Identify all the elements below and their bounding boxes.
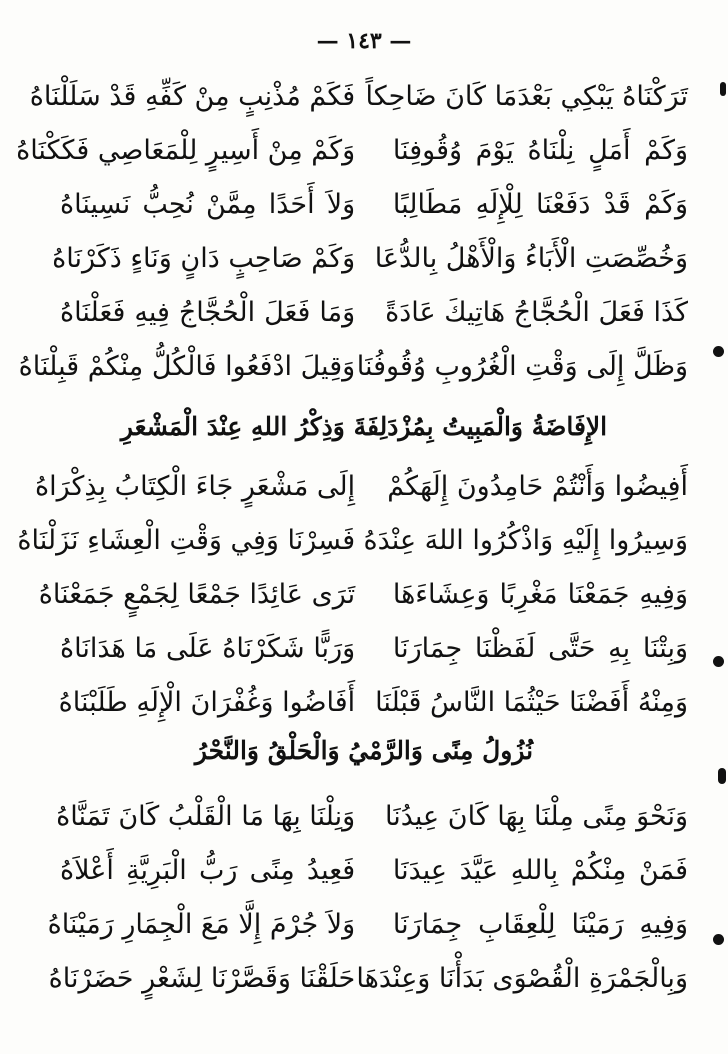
hemistich-first: وَظَلَّ إِلَى وَقْتِ الْغُرُوبِ وُقُوفُنَا [356,351,688,382]
poem-section-2 [17,460,688,730]
margin-mark [713,934,724,945]
margin-mark [713,656,724,667]
hemistich-first: وَسِيرُوا إِلَيْهِ وَاذْكُرُوا اللهَ عِنْدَهُ [363,525,688,556]
hemistich-first: وَفِيهِ رَمَيْنَا لِلْعِقَابِ جِمَارَنَا [392,909,688,940]
hemistich-first: وَفِيهِ جَمَعْنَا مَغْرِبًا وَعِشَاءَهَا [392,579,688,610]
hemistich-first: وَكَمْ أَمَلٍ نِلْنَاهُ يَوْمَ وُقُوفِنَا [392,135,688,166]
hemistich-second: وَمَا فَعَلَ الْحُجَّاجُ فِيهِ فَعَلْنَاهُ [60,297,356,328]
verse [60,286,688,340]
verse [17,514,688,568]
hemistich-second: فَكَمْ مُذْنِبٍ مِنْ كَفِّهِ قَدْ سَلَلْنَاهُ [29,81,356,112]
margin-mark [713,346,724,357]
hemistich-second: أَفَاضُوا وَغُفْرَانَ الْإِلَهِ طَلَبْنَاهُ [58,687,356,718]
hemistich-second: إِلَى مَشْعَرٍ جَاءَ الْكِتَابُ بِذِكْرَاهُ [34,471,356,502]
hemistich-first: وَكَمْ قَدْ دَفَعْنَا لِلْإِلَهِ مَطَالِبًا [392,189,688,220]
hemistich-second: وَرَبًّا شَكَرْنَاهُ عَلَى مَا هَدَانَاهُ [60,633,356,664]
verse [56,790,688,844]
hemistich-second: وَلاَ أَحَدًا مِمَّنْ نُحِبُّ نَسِينَاهُ [60,189,356,220]
section-title: نُزُولُ مِنًى وَالرَّمْيُ وَالْحَلْقُ وَالنَّحْرُ [194,736,534,765]
hemistich-first: تَرَكْنَاهُ يَبْكِي بَعْدَمَا كَانَ ضَاحِكاً [365,81,688,112]
verse [18,340,688,394]
poem-section-3 [47,790,688,1006]
hemistich-second: وَكَمْ مِنْ أَسِيرٍ لِلْمَعَاصِي فَكَكْنَاهُ [16,135,356,166]
hemistich-second: وَقِيلَ ادْفَعُوا فَالْكُلُّ مِنْكُمْ قَبِلْنَاهُ [18,351,356,382]
hemistich-second: وَنِلْنَا بِهَا مَا الْقَلْبُ كَانَ تَمَنَّاهُ [56,801,356,832]
hemistich-first: وَخُصِّصَتِ الْأَبَاءُ وَالْأَهْلُ بِالدُّعَا [374,243,688,274]
hemistich-second: حَلَقْنَا وَقَصَّرْنَا لِشَعْرٍ حَضَرْنَاهُ [48,963,356,994]
hemistich-first: وَمِنْهُ أَفَضْنَا حَيْثُمَا النَّاسُ قَبْلَنَا [375,687,688,718]
verse [47,898,688,952]
verse [34,460,688,514]
verse [38,568,688,622]
hemistich-first: كَذَا فَعَلَ الْحُجَّاجُ هَاتِيكَ عَادَةً [385,297,688,328]
hemistich-first: أَفِيضُوا وَأَنْتُمْ حَامِدُونَ إِلَهَكُمْ [387,471,688,502]
hemistich-first: وَبِتْنَا بِهِ حَتَّى لَفَظْنَا جِمَارَنَا [392,633,688,664]
hemistich-second: فَسِرْنَا وَفِي وَقْتِ الْعِشَاءِ نَزَلْنَاهُ [17,525,356,556]
hemistich-first: وَبِالْجَمْرَةِ الْقُصْوَى بَدَأْنَا وَعِنْدَهَا [356,963,688,994]
verse [52,232,688,286]
verse [16,124,688,178]
verse [29,70,688,124]
verse [60,844,688,898]
verse [60,676,688,730]
hemistich-first: فَمَنْ مِنْكُمْ بِاللهِ عَيَّدَ عِيدَنَا [392,855,688,886]
hemistich-second: فَعِيدُ مِنًى رَبُّ الْبَرِيَّةِ أَعْلاَهُ [60,855,356,886]
verse [48,952,688,1006]
hemistich-second: وَكَمْ صَاحِبٍ دَانٍ وَنَاءٍ ذَكَرْنَاهُ [52,243,356,274]
hemistich-second: تَرَى عَائِدًا جَمْعًا لِجَمْعٍ جَمَعْنَاهُ [38,579,356,610]
verse [60,178,688,232]
page-number: — ١٤٣ — [316,28,412,54]
margin-mark [718,768,726,784]
verse [60,622,688,676]
section-title: الإِفَاضَةُ وَالْمَبِيتُ بِمُزْدَلِفَةَ وَذِكْرُ اللهِ عِنْدَ الْمَشْعَرِ [120,412,608,441]
hemistich-first: وَنَحْوَ مِنًى مِلْنَا بِهَا كَانَ عِيدُنَا [385,801,688,832]
hemistich-second: وَلاَ جُرْمَ إِلَّا مَعَ الْجِمَارِ رَمَيْنَاهُ [47,909,356,940]
margin-mark [720,82,726,96]
poem-section-1 [16,70,688,394]
